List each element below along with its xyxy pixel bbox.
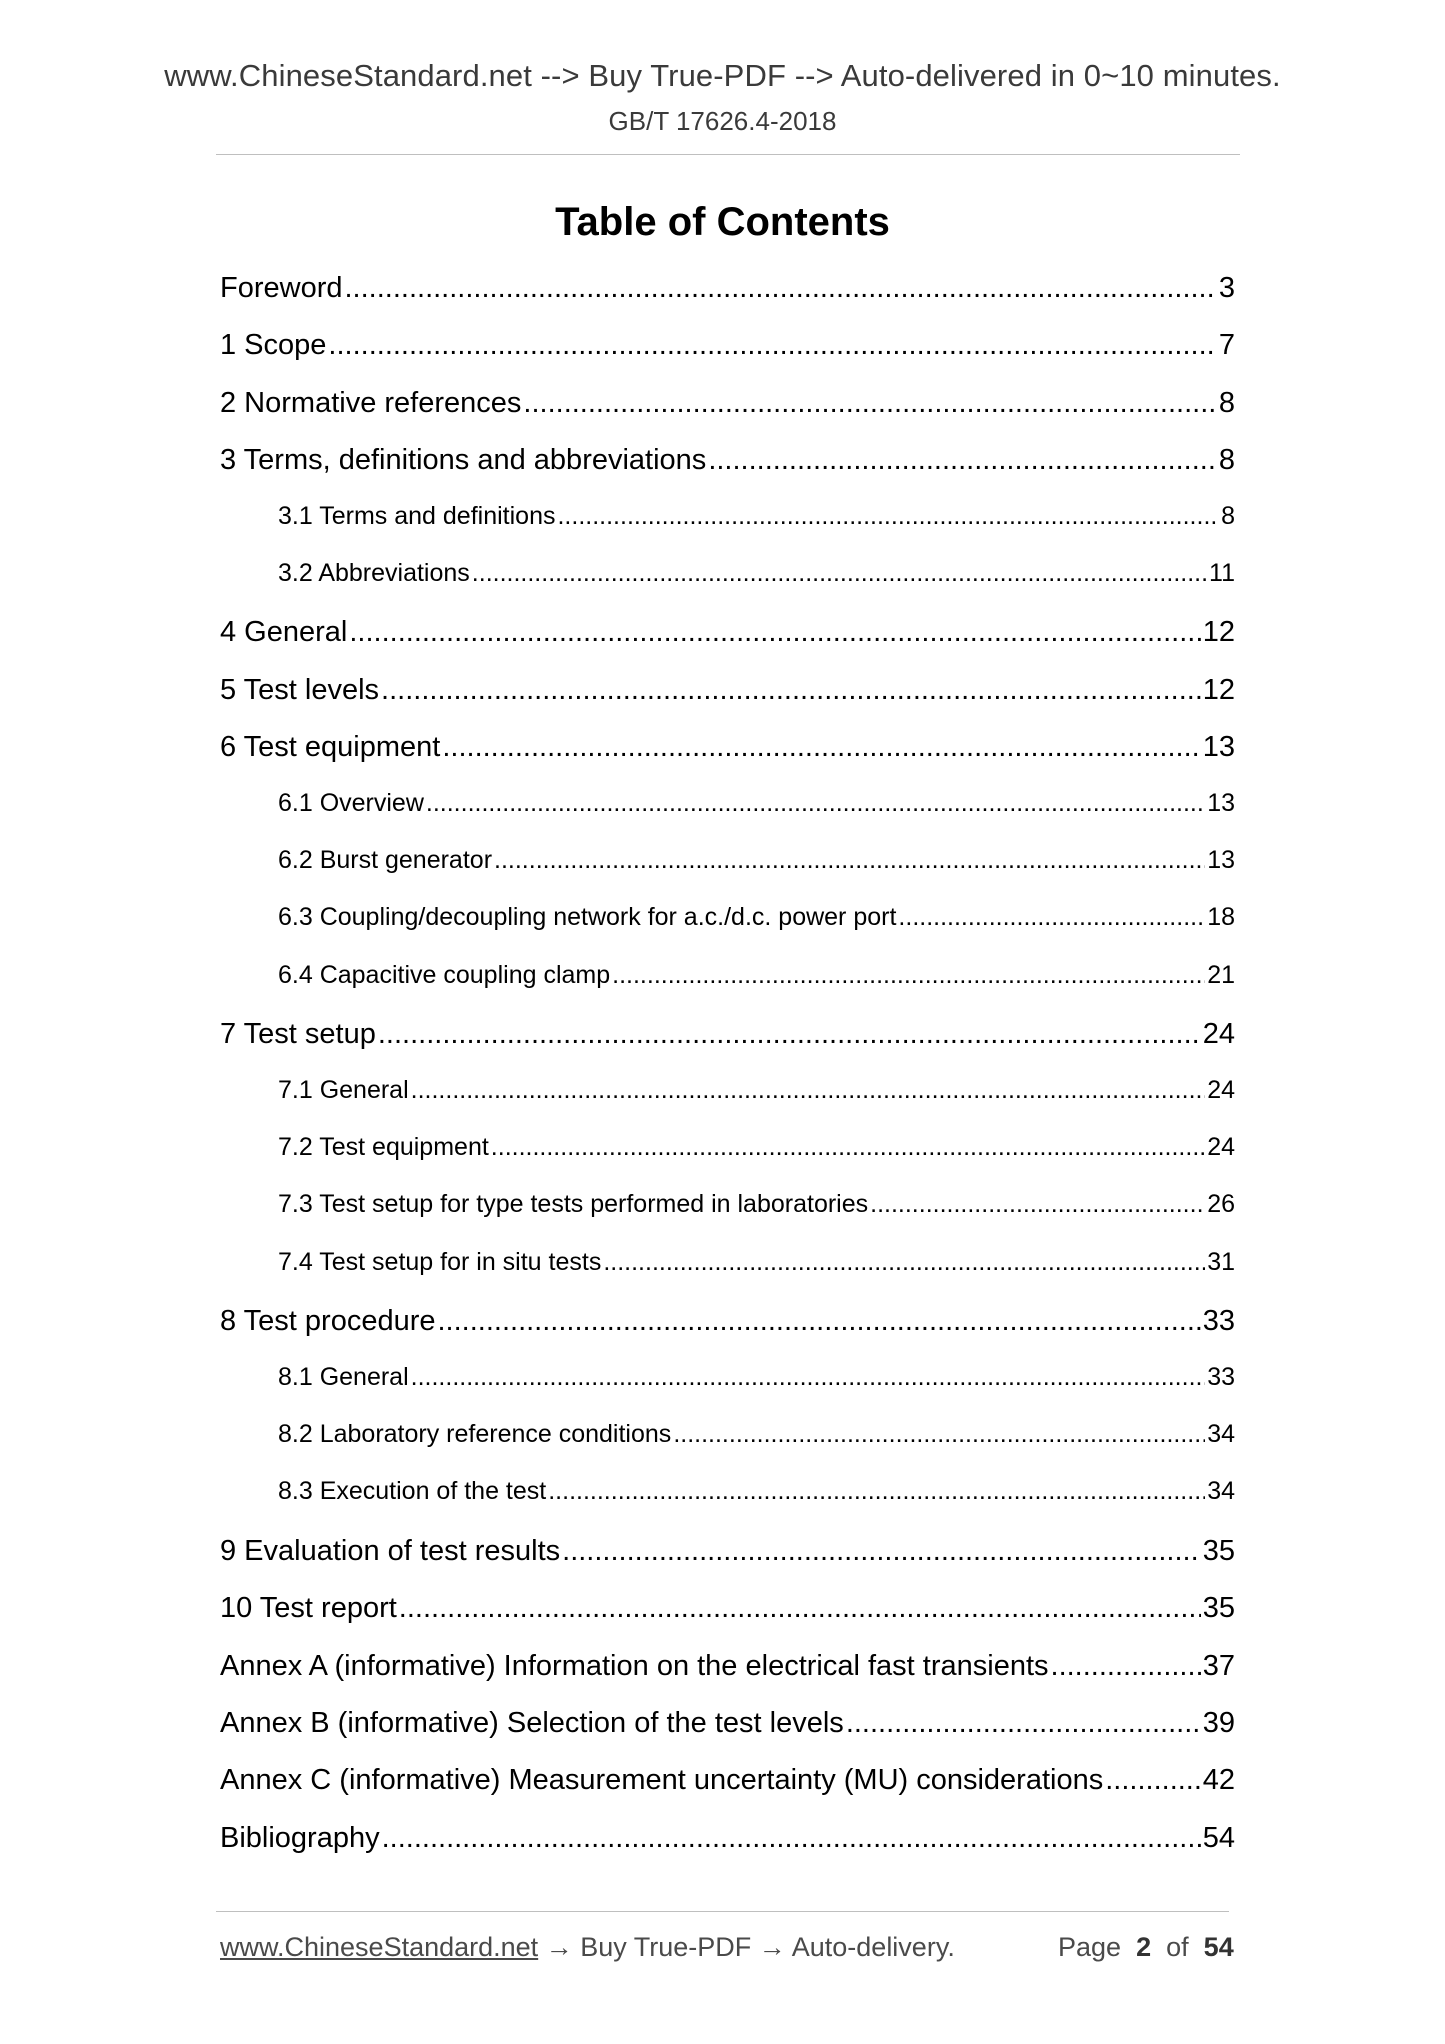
toc-entry-page: 3 bbox=[1218, 272, 1235, 304]
toc-entry[interactable] bbox=[278, 1420, 1235, 1449]
toc-entry-page: 12 bbox=[1202, 673, 1235, 706]
toc-leader-dots bbox=[349, 616, 1200, 649]
toc-entry[interactable] bbox=[220, 1650, 1235, 1683]
toc-leader-dots bbox=[494, 846, 1205, 875]
page-current: 2 bbox=[1136, 1932, 1152, 1962]
toc-entry-title: 7.1 General bbox=[278, 1075, 409, 1104]
toc-leader-dots bbox=[612, 961, 1205, 990]
toc-entry[interactable] bbox=[220, 1018, 1235, 1051]
toc-entry-page: 12 bbox=[1202, 616, 1235, 649]
toc-entry-title: Annex B (informative) Selection of the test levels bbox=[220, 1707, 844, 1739]
toc-entry-title: 7.4 Test setup for in situ tests bbox=[278, 1247, 602, 1276]
toc-entry-title: 5 Test levels bbox=[220, 673, 380, 706]
toc-entry-page: 24 bbox=[1207, 1075, 1235, 1104]
toc-leader-dots bbox=[472, 559, 1207, 588]
page-total: 54 bbox=[1203, 1932, 1234, 1962]
toc-leader-dots bbox=[378, 1018, 1201, 1051]
toc-entry[interactable] bbox=[220, 1822, 1235, 1855]
toc-entry[interactable] bbox=[278, 1133, 1235, 1162]
toc-entry-page: 54 bbox=[1202, 1821, 1235, 1854]
toc-entry-page: 37 bbox=[1202, 1649, 1235, 1682]
toc-entry-title: 7 Test setup bbox=[220, 1018, 376, 1051]
toc-entry-page: 8 bbox=[1218, 386, 1235, 419]
toc-entry-page: 31 bbox=[1207, 1247, 1235, 1276]
toc-entry[interactable] bbox=[220, 1707, 1235, 1740]
toc-entry-title: 6.1 Overview bbox=[278, 788, 424, 817]
toc-entry-title: 3.1 Terms and definitions bbox=[278, 501, 556, 530]
page-title: Table of Contents bbox=[555, 200, 890, 244]
toc-leader-dots bbox=[898, 903, 1205, 932]
toc-entry[interactable] bbox=[278, 961, 1235, 990]
toc-entry-page: 33 bbox=[1202, 1305, 1235, 1338]
toc-entry[interactable] bbox=[220, 1535, 1235, 1568]
page-label: Page bbox=[1058, 1932, 1122, 1962]
toc-entry-title: 10 Test report bbox=[220, 1592, 397, 1625]
toc-entry-page: 7 bbox=[1218, 329, 1235, 362]
toc-leader-dots bbox=[411, 1076, 1206, 1105]
toc-entry[interactable] bbox=[278, 1477, 1235, 1506]
toc-entry[interactable] bbox=[278, 502, 1235, 531]
toc-leader-dots bbox=[442, 731, 1200, 764]
toc-entry[interactable] bbox=[278, 1190, 1235, 1219]
toc-leader-dots bbox=[1105, 1764, 1201, 1797]
toc-leader-dots bbox=[438, 1305, 1201, 1338]
toc-entry[interactable] bbox=[278, 846, 1235, 875]
toc-entry-page: 8 bbox=[1221, 501, 1235, 530]
toc-entry-title: Bibliography bbox=[220, 1821, 380, 1854]
toc-entry[interactable] bbox=[220, 1305, 1235, 1338]
page-indicator bbox=[1058, 1932, 1234, 1963]
toc-entry-page: 34 bbox=[1207, 1420, 1235, 1448]
toc-entry-page: 24 bbox=[1202, 1018, 1235, 1051]
toc-entry[interactable] bbox=[278, 903, 1235, 932]
header-banner: www.ChineseStandard.net --> Buy True-PDF --> Auto-delivered in 0~10 minutes. bbox=[164, 58, 1281, 93]
footer-tagline: → Buy True-PDF → Auto-delivery. bbox=[538, 1932, 955, 1962]
toc-entry-page: 42 bbox=[1202, 1764, 1235, 1797]
toc-entry[interactable] bbox=[220, 1764, 1235, 1797]
toc-entry-title: 7.3 Test setup for type tests performed in laboratories bbox=[278, 1190, 869, 1219]
toc-entry[interactable] bbox=[278, 1248, 1235, 1277]
toc-entry-page: 24 bbox=[1207, 1133, 1235, 1161]
toc-entry-title: 6.2 Burst generator bbox=[278, 846, 493, 874]
toc-entry-page: 18 bbox=[1207, 903, 1235, 932]
toc-entry-page: 39 bbox=[1202, 1707, 1235, 1739]
toc-entry-page: 11 bbox=[1209, 559, 1235, 587]
toc-entry[interactable] bbox=[278, 559, 1235, 588]
toc-entry[interactable] bbox=[220, 1592, 1235, 1625]
toc-leader-dots bbox=[411, 1363, 1206, 1392]
toc-entry-title: 4 General bbox=[220, 616, 348, 649]
footer-divider bbox=[216, 1911, 1229, 1912]
toc-entry-page: 35 bbox=[1202, 1592, 1235, 1625]
toc-entry-page: 21 bbox=[1207, 960, 1235, 989]
toc-entry[interactable] bbox=[220, 272, 1235, 305]
toc-entry-title: 1 Scope bbox=[220, 329, 327, 362]
toc-leader-dots bbox=[673, 1420, 1205, 1449]
page-of: of bbox=[1166, 1932, 1189, 1962]
toc-entry-title: 8.1 General bbox=[278, 1362, 409, 1391]
toc-entry-title: 8 Test procedure bbox=[220, 1305, 436, 1338]
toc-entry[interactable] bbox=[220, 731, 1235, 764]
toc-entry-page: 35 bbox=[1202, 1534, 1235, 1567]
toc-entry-page: 26 bbox=[1207, 1190, 1235, 1219]
toc-entry-page: 13 bbox=[1207, 846, 1235, 874]
toc-leader-dots bbox=[708, 444, 1217, 477]
toc-leader-dots bbox=[381, 674, 1201, 707]
toc-entry-title: Annex A (informative) Information on the electrical fast transients bbox=[220, 1649, 1049, 1682]
footer-promo bbox=[220, 1932, 955, 1963]
toc-entry-title: Annex C (informative) Measurement uncertainty (MU) considerations bbox=[220, 1764, 1104, 1797]
toc-leader-dots bbox=[548, 1477, 1205, 1506]
toc-entry-page: 34 bbox=[1207, 1477, 1235, 1506]
toc-entry-title: 7.2 Test equipment bbox=[278, 1133, 489, 1161]
toc-leader-dots bbox=[382, 1822, 1201, 1855]
toc-leader-dots bbox=[562, 1535, 1201, 1568]
toc-entry-title: 6 Test equipment bbox=[220, 731, 441, 764]
toc-entry-title: 3.2 Abbreviations bbox=[278, 559, 470, 587]
toc-entry[interactable] bbox=[220, 387, 1235, 420]
toc-entry[interactable] bbox=[220, 444, 1235, 477]
toc-leader-dots bbox=[328, 329, 1216, 362]
toc-entry-title: 6.3 Coupling/decoupling network for a.c./d.c. power port bbox=[278, 903, 897, 932]
toc-entry-page: 13 bbox=[1207, 788, 1235, 817]
toc-entry[interactable] bbox=[220, 616, 1235, 649]
toc-leader-dots bbox=[523, 387, 1216, 420]
toc-entry-page: 33 bbox=[1207, 1362, 1235, 1391]
toc-leader-dots bbox=[491, 1133, 1205, 1162]
toc-entry[interactable] bbox=[220, 674, 1235, 707]
toc-entry[interactable] bbox=[278, 1363, 1235, 1392]
toc-leader-dots bbox=[846, 1707, 1201, 1740]
toc-leader-dots bbox=[1051, 1650, 1201, 1683]
toc-entry-title: 2 Normative references bbox=[220, 386, 522, 419]
toc-leader-dots bbox=[399, 1592, 1201, 1625]
footer-site-link[interactable]: www.ChineseStandard.net bbox=[220, 1932, 539, 1962]
toc-leader-dots bbox=[426, 789, 1205, 818]
toc-entry-title: 6.4 Capacitive coupling clamp bbox=[278, 960, 611, 989]
toc-entry-page: 13 bbox=[1202, 731, 1235, 764]
toc-entry-title: Foreword bbox=[220, 272, 343, 304]
toc-entry[interactable] bbox=[278, 1076, 1235, 1105]
toc-entry[interactable] bbox=[278, 789, 1235, 818]
toc-leader-dots bbox=[870, 1190, 1205, 1219]
toc-leader-dots bbox=[557, 502, 1219, 531]
toc-entry[interactable] bbox=[220, 329, 1235, 362]
toc-entry-title: 8.3 Execution of the test bbox=[278, 1477, 547, 1506]
toc-leader-dots bbox=[345, 272, 1217, 305]
toc-entry-title: 3 Terms, definitions and abbreviations bbox=[220, 444, 707, 477]
toc-leader-dots bbox=[603, 1248, 1205, 1277]
toc-entry-page: 8 bbox=[1218, 444, 1235, 477]
standard-number: GB/T 17626.4-2018 bbox=[608, 106, 837, 136]
toc-entry-title: 8.2 Laboratory reference conditions bbox=[278, 1420, 672, 1448]
toc-entry-title: 9 Evaluation of test results bbox=[220, 1534, 561, 1567]
